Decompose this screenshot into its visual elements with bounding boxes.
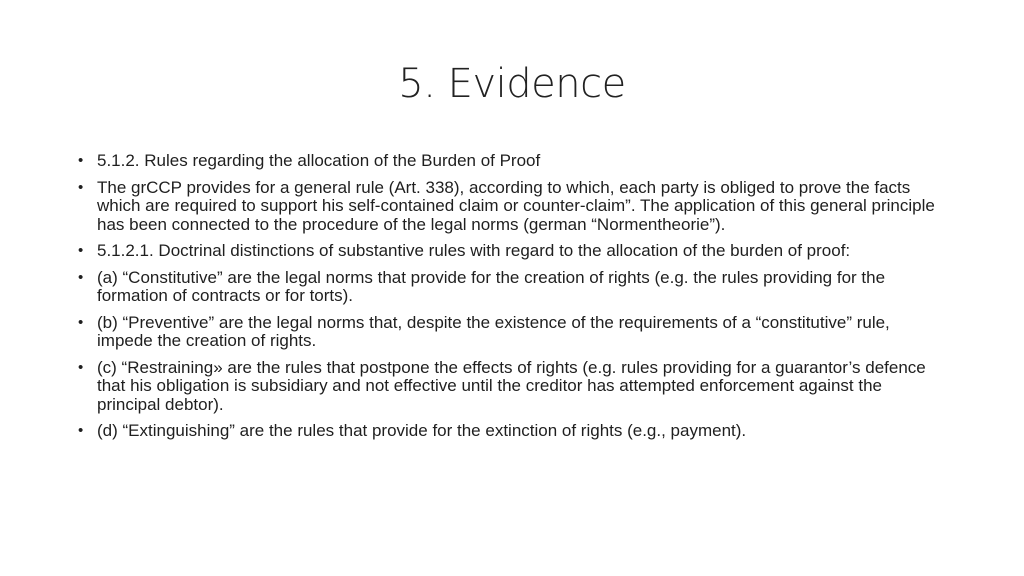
bullet-item: [70, 422, 950, 441]
bullet-item: [70, 314, 950, 351]
bullet-item: [70, 152, 950, 171]
slide-title: 5. Evidence: [398, 61, 626, 107]
bullet-icon: •: [78, 152, 84, 169]
bullet-item: [70, 359, 950, 415]
bullet-text: 5.1.2. Rules regarding the allocation of the Burden of Proof: [97, 151, 541, 170]
bullet-icon: •: [78, 313, 84, 331]
bullet-item: [70, 269, 950, 306]
slide-content: [70, 152, 950, 449]
bullet-item: [70, 242, 950, 261]
bullet-text: The grCCP provides for a general rule (Art. 338), according to which, each party is obliged to prove the facts which are required to support his self-contained claim or counter-claim”. The application of this general principle has been connected to the procedure of the legal norms (german “Normentheorie”).: [97, 177, 935, 234]
bullet-list: [70, 152, 950, 441]
bullet-text: 5.1.2.1. Doctrinal distinctions of substantive rules with regard to the allocation of the burden of proof:: [97, 241, 851, 260]
bullet-icon: •: [78, 242, 84, 259]
bullet-icon: •: [78, 178, 84, 196]
bullet-text: (d) “Extinguishing” are the rules that provide for the extinction of rights (e.g., payment).: [97, 421, 747, 440]
bullet-text: (b) “Preventive” are the legal norms that, despite the existence of the requirements of a “constitutive” rule, impede the creation of rights.: [97, 312, 890, 350]
bullet-icon: •: [78, 358, 84, 376]
bullet-item: [70, 179, 950, 235]
bullet-icon: •: [78, 422, 84, 439]
bullet-text: (a) “Constitutive” are the legal norms that provide for the creation of rights (e.g. the rules providing for the formation of contracts or for torts).: [97, 267, 886, 305]
bullet-icon: •: [78, 268, 84, 286]
bullet-text: (c) “Restraining» are the rules that postpone the effects of rights (e.g. rules providing for a guarantor’s defence that his obligation is subsidiary and not effective until the creditor has attempted enforcement against the principal debtor).: [97, 357, 926, 414]
